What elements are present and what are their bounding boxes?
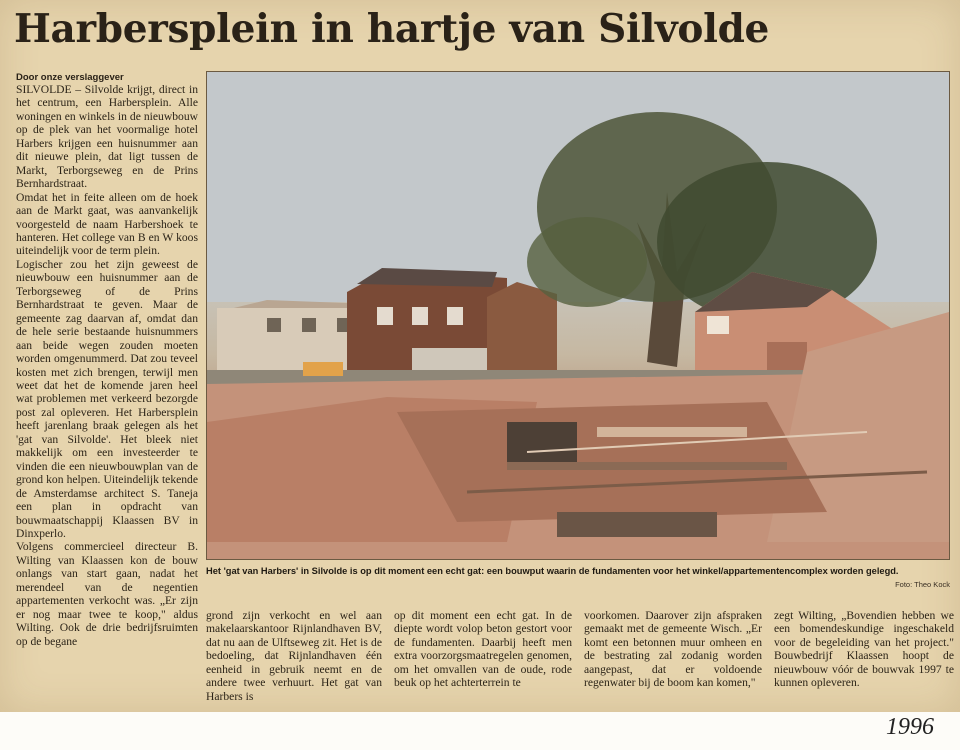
construction-site-photo xyxy=(206,71,950,560)
photo-credit: Foto: Theo Kock xyxy=(895,580,950,589)
headline: Harbersplein in hartje van Silvolde xyxy=(14,6,770,52)
paragraph: Omdat het in feite alleen om de hoek aan de Markt gaat, was aanvankelijk voorgesteld de naam Harbershoek te hanteren. Het college van B en W koos uiteindelijk voor de term plein. xyxy=(16,190,198,258)
article-column-2: grond zijn verkocht en wel aan makelaarskantoor Rijnlandhaven BV, dat nu aan de Ulftseweg zit. Het is de bedoeling, dat Rijnlandhaven één eenheid in gebruik neemt en de andere twee verhuurt. Het gat van Harbers is xyxy=(206,609,382,703)
photo-caption: Het 'gat van Harbers' in Silvolde is op dit moment een echt gat: een bouwput waarin de fundamenten voor het winkel/appartementencomplex worden gelegd. xyxy=(206,566,899,576)
paragraph: Volgens commercieel directeur B. Wilting van Klaassen kon de bouw onlangs van start gaan, nadat het merendeel van de negentien appartementen verkocht was. „Er zijn er nog maar twee te koop," aldus Wilting. Ook de drie bedrijfsruimten op de begane xyxy=(16,540,198,648)
paragraph: Logischer zou het zijn geweest de nieuwbouw een huisnummer aan de Terborgseweg of de Prins Bernhardstraat te geven. Maar de gemeente zag daarvan af, omdat dan de hele serie bestaande huisnummers aan beide wegen zouden moeten worden omgenummerd. Dat zou teveel kosten met zich brengen, terwijl men weet dat het de komende jaren heel wat problemen met verkeerd bezorgde post zal opleveren. Het Harbersplein heeft jarenlang braak gelegen als het 'gat van Silvolde'. Het bleek niet makkelijk om een investeerder te vinden die een nieuwbouwplan van de grond kon helpen. Uiteindelijk tekende de Amsterdamse architect S. Taneja een plan in opdracht van bouwmaatschappij Klaassen BV in Dinxperlo. xyxy=(16,257,198,540)
year-annotation: 1996 xyxy=(886,714,934,740)
article-column-5: zegt Wilting, „Bovendien hebben we een bomendeskundige ingeschakeld voor de begeleiding van het project." Bouwbedrijf Klaassen hoopt de nieuwbouw vóór de bouwvak 1997 te kunnen opleveren. xyxy=(774,609,954,690)
article-column-1 xyxy=(16,83,198,695)
article-column-4: voorkomen. Daarover zijn afspraken gemaakt met de gemeente Wisch. „Er komt een betonnen muur omheen en de bestrating zal zodanig worden aangepast, dat er voldoende regenwater bij de boom kan komen," xyxy=(584,609,762,690)
paragraph: SILVOLDE – Silvolde krijgt, direct in het centrum, een Harbersplein. Alle woningen en winkels in de nieuwbouw op de plek van het voormalige hotel Harbers krijgen een huisnummer aan dit nieuwe plein, dat ligt tussen de Markt, Terborgseweg en de Prins Bernhardstraat. xyxy=(16,83,198,191)
article-column-3: op dit moment een echt gat. In de diepte wordt volop beton gestort voor de fundamenten. Daarbij heeft men extra voorzorgsmaatregelen genomen, om het omvallen van de oude, rode beuk op het achterterrein te xyxy=(394,609,572,690)
byline: Door onze verslaggever xyxy=(16,72,124,83)
